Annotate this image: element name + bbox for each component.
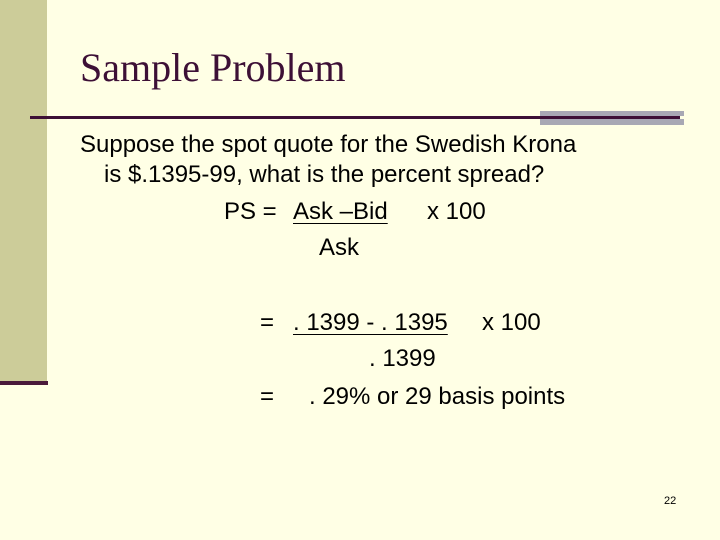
calc-equals-2: = (260, 383, 275, 410)
formula-prefix: PS = (224, 198, 277, 225)
formula-multiplier: x 100 (427, 198, 486, 225)
formula-denominator: Ask (319, 234, 360, 261)
calc-denominator: . 1399 (369, 345, 436, 372)
question-line-2: is $.1395-99, what is the percent spread? (104, 161, 545, 188)
left-sidebar-bar (0, 0, 47, 383)
calc-numerator: . 1399 - . 1395 (293, 309, 448, 336)
title-rule-accent-bottom (540, 119, 684, 125)
calc-equals-1: = (260, 309, 275, 336)
question-line-1: Suppose the spot quote for the Swedish Krona (80, 131, 577, 158)
slide-number: 22 (664, 495, 677, 507)
formula-numerator: Ask –Bid (293, 198, 388, 225)
slide-title: Sample Problem (80, 45, 346, 90)
sidebar-foot-line (0, 381, 48, 385)
calc-multiplier: x 100 (482, 309, 541, 336)
calc-result: . 29% or 29 basis points (309, 383, 566, 410)
